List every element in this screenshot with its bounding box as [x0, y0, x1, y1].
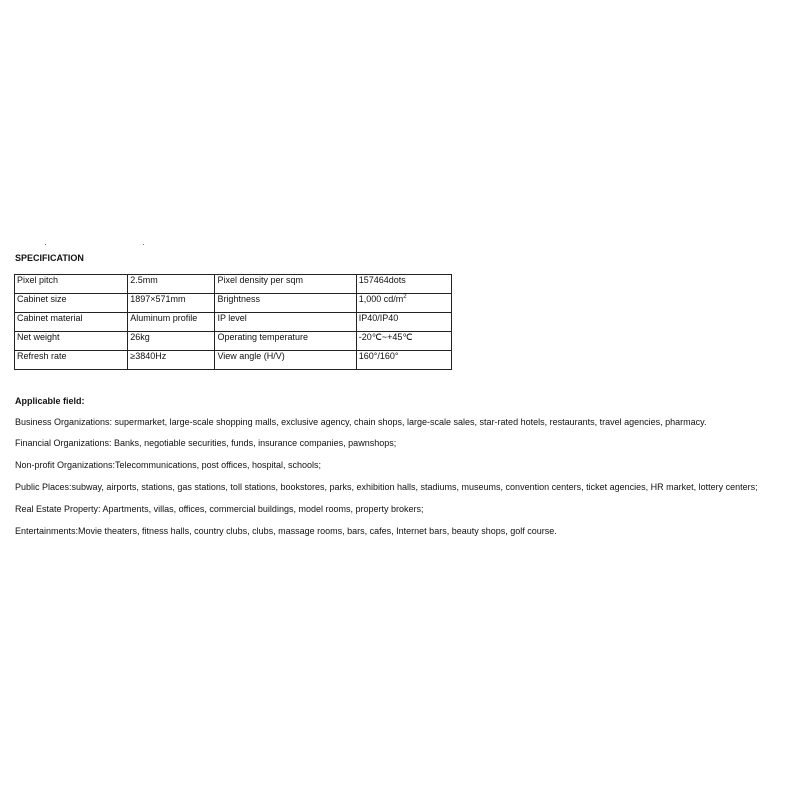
- table-row: [15, 313, 452, 332]
- table-row: [15, 351, 452, 370]
- brightness-value: 1,000 cd/m: [358, 294, 404, 304]
- applicable-field-line: Real Estate Property: Apartments, villas, offices, commercial buildings, model rooms, property brokers;: [15, 504, 424, 514]
- spec-value: 26kg: [128, 332, 215, 351]
- stray-mark: ·: [44, 239, 47, 249]
- table-row: [15, 275, 452, 294]
- applicable-field-line: Non-profit Organizations:Telecommunications, post offices, hospital, schools;: [15, 460, 321, 470]
- spec-label: IP level: [215, 313, 356, 332]
- applicable-field-line: Public Places:subway, airports, stations, gas stations, toll stations, bookstores, parks, exhibition halls, stadiums, museums, convention centers, ticket agencies, HR market, lottery centers;: [15, 482, 758, 492]
- applicable-field-line: Business Organizations: supermarket, large-scale shopping malls, exclusive agency, chain shops, large-scale sales, star-rated hotels, restaurants, travel agencies, pharmacy.: [15, 417, 707, 427]
- spec-value: IP40/IP40: [356, 313, 451, 332]
- spec-label: Cabinet material: [15, 313, 128, 332]
- spec-label: Pixel density per sqm: [215, 275, 356, 294]
- applicable-field-line: Entertainments:Movie theaters, fitness halls, country clubs, clubs, massage rooms, bars, cafes, Internet bars, beauty shops, golf course.: [15, 526, 557, 536]
- spec-label: Pixel pitch: [15, 275, 128, 294]
- spec-label: Cabinet size: [15, 294, 128, 313]
- spec-value: [356, 294, 451, 313]
- spec-value: 1897×571mm: [128, 294, 215, 313]
- spec-value: ≥3840Hz: [128, 351, 215, 370]
- spec-label: Operating temperature: [215, 332, 356, 351]
- spec-label: View angle (H/V): [215, 351, 356, 370]
- spec-value: 157464dots: [356, 275, 451, 294]
- spec-table: [14, 274, 452, 370]
- spec-label: Brightness: [215, 294, 356, 313]
- brightness-unit-exponent: 2: [403, 294, 407, 300]
- spec-label: Refresh rate: [15, 351, 128, 370]
- spec-value: Aluminum profile: [128, 313, 215, 332]
- spec-heading: SPECIFICATION: [15, 253, 84, 263]
- applicable-field-heading: Applicable field:: [15, 396, 85, 406]
- stray-mark: ·: [142, 239, 145, 249]
- spec-label: Net weight: [15, 332, 128, 351]
- table-row: [15, 294, 452, 313]
- spec-value: 2.5mm: [128, 275, 215, 294]
- spec-value: 160°/160°: [356, 351, 451, 370]
- spec-value: -20℃~+45℃: [356, 332, 451, 351]
- applicable-field-line: Financial Organizations: Banks, negotiable securities, funds, insurance companies, pawnshops;: [15, 438, 397, 448]
- table-row: [15, 332, 452, 351]
